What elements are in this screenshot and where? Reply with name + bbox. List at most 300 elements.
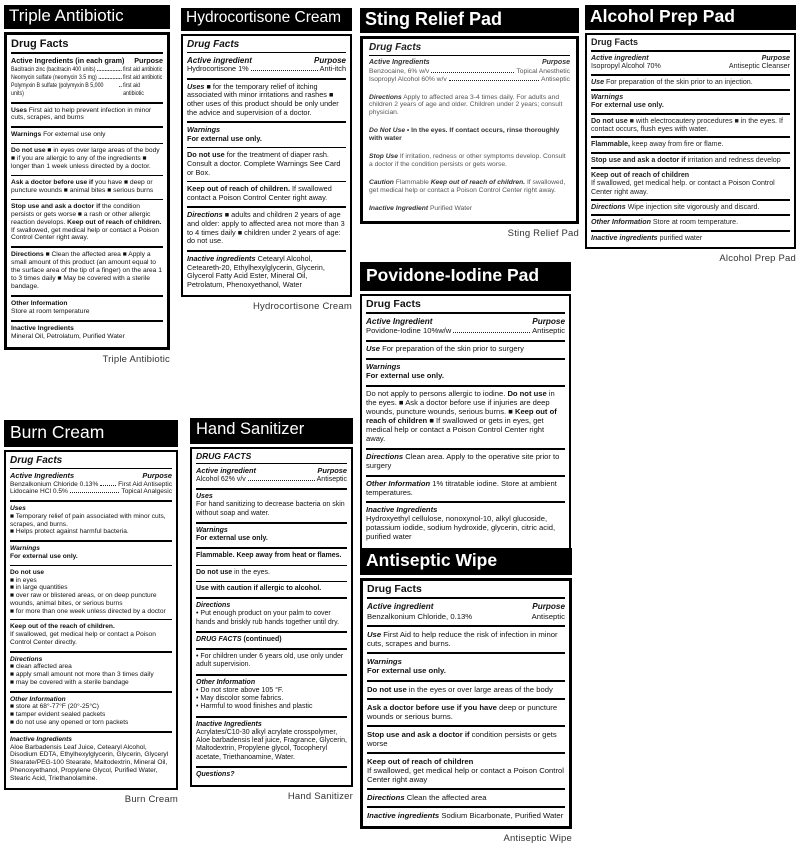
- active-name: Isopropyl Alcohol 70%: [591, 62, 661, 71]
- section-heading: Directions: [369, 93, 402, 101]
- section-text: Wipe injection site vigorously and discard.: [627, 203, 760, 212]
- section-text: in the eyes or over large areas of the body: [408, 684, 553, 694]
- active-name: Neomycin sulfate (neomycin 3.5 mg): [11, 73, 97, 81]
- section-heading: Ask a doctor before use if you have: [367, 702, 497, 712]
- active-purpose: Antiseptic Cleanser: [728, 62, 790, 71]
- active-heading: Active Ingredients: [10, 470, 75, 480]
- section-heading: Do not use: [367, 684, 407, 694]
- purpose-heading: Purpose: [532, 602, 565, 612]
- section-text: 1% titratable iodine. Store at ambient temperatures.: [366, 478, 557, 497]
- section-text: For hand sanitizing to decrease bacteria on skin without soap and water.: [196, 501, 345, 517]
- caution-section: [369, 179, 570, 199]
- continued-section: [196, 631, 347, 648]
- dotted-leader: [70, 492, 119, 493]
- active-ingredients-section: [367, 597, 565, 625]
- external-use-text: For external use only.: [591, 101, 664, 110]
- label-caption: Antiseptic Wipe: [503, 833, 572, 844]
- section-text: purified water: [659, 233, 703, 242]
- section-text: in the eyes.: [234, 568, 270, 576]
- uses-section: [196, 488, 347, 522]
- active-row: [11, 66, 162, 74]
- section-heading: Other Information: [196, 678, 256, 686]
- section-text: Acrylates/C10-30 alkyl acrylate crosspolymer, Aloe barbadensis leaf juice, Fragrance, Glycerin, Maltodextrin, Propylene glycol, Tocopheryl acetate, Triethanoamine, Water.: [196, 728, 347, 761]
- active-heading-row: [10, 472, 172, 481]
- section-text: Store at room temperature: [11, 307, 90, 315]
- warnings-detail-section: [366, 385, 565, 448]
- section-text: Apply to affected area 3-4 times daily. For adults and children 2 years of age and older. Children under 2 years; consult physician.: [369, 93, 563, 117]
- warnings-section: [10, 540, 172, 565]
- section-text: For external use only: [43, 131, 106, 139]
- inactive-ingredients-section: [10, 731, 172, 787]
- section-heading: DRUG FACTS: [196, 635, 242, 643]
- section-text: Hydroxyethyl cellulose, nonoxynol-10, alkyl glucoside, potassium iodide, sodium hydroxide, glycerin, citric acid, purified water: [366, 514, 556, 542]
- active-purpose: first aid antibiotic: [122, 73, 163, 81]
- other-item: ■ do not use any opened or torn packets: [10, 719, 129, 726]
- active-purpose: first aid antibiotic: [122, 65, 163, 73]
- dotted-leader: [98, 78, 121, 79]
- active-ingredients-section: [366, 312, 565, 340]
- directions-section: [366, 448, 565, 475]
- active-row: [366, 327, 565, 336]
- active-ingredients-section: [187, 52, 346, 78]
- other-information-section: [10, 691, 172, 731]
- section-heading: Do not use: [591, 116, 628, 125]
- external-use-text: For external use only.: [187, 133, 262, 143]
- keep-out-section: [367, 752, 565, 788]
- purpose-heading: Purpose: [142, 470, 172, 480]
- section-heading: Directions: [366, 451, 404, 461]
- section-text: Do not apply to persons allergic to iodine.: [366, 388, 506, 398]
- active-name: Benzocaine, 6% w/v: [369, 67, 430, 75]
- external-use-text: For external use only.: [367, 666, 446, 676]
- section-heading: Do not use: [11, 147, 46, 155]
- section-heading: Warnings: [366, 362, 401, 372]
- active-row: [11, 82, 162, 98]
- drug-facts-box: [190, 447, 353, 787]
- section-text: Aloe Barbadensis Leaf Juice, Cetearyl Alcohol, Disodium EDTA, Ethylhexylglycerin, Glycerin, Glyceryl Stearate/PEG-100 Stearate, Maltodextrin, Mineral Oil, Phenoxyethanol, Propylene Glycol, Purified Water, Stearic Acid, Triethanolamine.: [10, 743, 169, 782]
- active-name: Polymyxin B sulfate (polymyxin B 5,000 units): [11, 81, 104, 97]
- uses-item: ■ Temporary relief of pain associated with minor cuts, scrapes, and burns.: [10, 512, 166, 528]
- uses-section: [10, 500, 172, 540]
- label-caption: Burn Cream: [124, 794, 178, 806]
- inactive-ingredients-section: [591, 230, 790, 245]
- active-name: Isopropyl Alcohol 60% w/v: [369, 75, 447, 83]
- active-ingredients-section: [196, 463, 347, 488]
- stop-use-section: [11, 199, 163, 247]
- section-heading: Other Information: [10, 695, 66, 703]
- active-heading: Active ingredient: [591, 53, 649, 62]
- keep-out-section: [10, 619, 172, 650]
- active-purpose: Antiseptic: [541, 75, 570, 83]
- active-ingredients-section: [11, 52, 163, 101]
- section-text: ■ Clean the affected area ■ Apply a small amount of this product (an amount equal to the surface area of the tip of a finger) on the area 1 to 3 times daily ■ May be covered with a sterile bandage.: [11, 251, 162, 290]
- directions-item: ■ may be covered with a sterile bandage: [10, 678, 129, 686]
- active-heading: Active Ingredients: [369, 59, 430, 67]
- section-text: Use with caution if allergic to alcohol.: [196, 584, 322, 592]
- section-text: ■ for the temporary relief of itching associated with minor irritations and rashes ■ other uses of this product should be only under the advice and supervision of a doctor.: [187, 81, 339, 117]
- section-heading: Do Not Use: [369, 127, 406, 135]
- do-not-use-item: ■ for more than one week unless directed by a doctor: [10, 607, 166, 615]
- drug-facts-box: [360, 578, 572, 829]
- stop-use-section: [591, 152, 790, 167]
- dotted-leader: [119, 86, 121, 87]
- label-alcohol-prep-pad: [585, 5, 796, 264]
- section-text: Purified Water: [429, 204, 473, 212]
- active-row: [369, 68, 570, 76]
- section-heading: Inactive ingredients: [187, 253, 256, 263]
- caution-section: [196, 581, 347, 597]
- other-information-section: [366, 475, 565, 502]
- section-text: Mineral Oil, Petrolatum, Purified Water: [11, 332, 125, 340]
- section-heading: Inactive ingredients: [367, 811, 440, 821]
- purpose-heading: Purpose: [541, 59, 570, 67]
- directions-item: ■ apply small amount not more than 3 times daily: [10, 671, 154, 679]
- section-heading: Directions: [591, 203, 626, 212]
- section-text: If swallowed contact a Poison Control Center right away.: [187, 184, 332, 202]
- section-text: Sodium Bicarbonate, Purified Water: [441, 811, 564, 821]
- section-text: Flammable. Keep away from heat or flames.: [196, 552, 342, 560]
- section-text: in the eyes. ■ Ask a doctor before use if injuries are deep wounds, puncture wounds, serious burns. ■: [366, 388, 555, 416]
- active-heading: Active ingredient: [196, 466, 256, 476]
- section-heading: Keep out of reach of children: [591, 171, 690, 180]
- section-text: If irritation, redness or other symptoms develop. Consult a doctor if the condition persists or gets worse.: [369, 153, 566, 168]
- other-information-section: [591, 214, 790, 229]
- section-text: • For children under 6 years old, use only under adult supervision.: [196, 653, 344, 669]
- label-caption: Triple Antibiotic: [102, 353, 170, 365]
- active-row: [10, 481, 172, 489]
- dotted-leader: [97, 70, 121, 71]
- purpose-heading: Purpose: [134, 56, 163, 66]
- section-heading: Inactive ingredients: [591, 233, 658, 242]
- active-name: Benzalkonium Chloride, 0.13%: [367, 612, 473, 622]
- drug-facts-heading: Drug Facts: [367, 582, 422, 595]
- section-text: Cetearyl Alcohol, Ceteareth-20, Ethylhexylglycerin, Glycerin, Glycerol Fatty Acid Ester, Mineral Oil, Petrolatum, Phenoxyethanol, Water: [187, 253, 325, 289]
- section-heading: Warnings: [367, 657, 402, 667]
- drug-facts-heading: Drug Facts: [591, 36, 639, 47]
- other-item: • Do not store above 105 °F.: [196, 686, 284, 694]
- section-heading: Warnings: [196, 526, 228, 534]
- do-not-use-section: [591, 113, 790, 137]
- active-purpose: first aid antibiotic: [123, 81, 144, 97]
- purpose-heading: Purpose: [532, 317, 565, 327]
- dotted-leader: [449, 80, 539, 81]
- active-name: Benzalkonium Chloride 0.13%: [10, 480, 99, 488]
- drug-facts-box: [4, 32, 170, 349]
- purpose-heading: Purpose: [761, 53, 790, 62]
- section-text: for the treatment of diaper rash. Consult a doctor. Complete Warnings See Card or Box.: [187, 150, 341, 177]
- section-heading: Warnings: [10, 545, 40, 553]
- section-heading: Uses: [10, 505, 26, 513]
- dotted-leader: [431, 72, 514, 73]
- section-text: Clean the affected area: [406, 793, 487, 803]
- label-hand-sanitizer: [190, 418, 353, 802]
- label-burn-cream: [4, 420, 178, 805]
- drug-facts-box: [181, 34, 352, 298]
- section-heading: Ask a doctor before use if: [11, 179, 94, 186]
- inactive-ingredients-section: [11, 320, 163, 345]
- section-heading: Keep out of reach of children: [367, 756, 474, 766]
- active-purpose: Antiseptic: [532, 326, 565, 336]
- drug-facts-heading: Drug Facts: [369, 42, 422, 54]
- dotted-leader: [248, 480, 315, 481]
- stop-use-section: [367, 725, 565, 752]
- section-heading: Inactive Ingredients: [366, 505, 438, 515]
- section-heading: Use: [367, 630, 382, 640]
- section-heading: Keep out of the reach of children.: [10, 623, 115, 631]
- section-text: First aid to help prevent infection in minor cuts, scrapes, and burns: [11, 106, 152, 122]
- section-heading: Uses: [196, 493, 213, 501]
- label-title: Sting Relief Pad: [360, 8, 579, 33]
- active-heading: Active Ingredients (in each gram): [11, 56, 125, 66]
- section-heading: Flammable,: [591, 140, 631, 149]
- section-heading: Directions: [367, 793, 405, 803]
- purpose-heading: Purpose: [313, 55, 346, 65]
- do-not-use-section: [187, 147, 346, 181]
- active-purpose: Anti-itch: [319, 64, 346, 74]
- dotted-leader: [453, 332, 530, 333]
- keep-out-heading: Keep out of reach of children.: [430, 178, 526, 186]
- uses-item: ■ Helps protect against harmful bacteria.: [10, 528, 129, 536]
- section-heading: Directions: [187, 210, 223, 220]
- section-heading: Uses: [11, 106, 27, 114]
- section-heading: Other Information: [11, 299, 68, 307]
- section-text: condition persists or gets worse: [367, 729, 557, 748]
- active-row: [367, 612, 565, 621]
- label-povidone-iodine-pad: [360, 262, 571, 565]
- active-heading: Active Ingredient: [366, 317, 433, 327]
- drug-facts-heading: Drug Facts: [187, 38, 240, 50]
- label-title: Burn Cream: [4, 420, 178, 447]
- active-rows: [11, 66, 162, 98]
- section-text: For preparation of the skin prior to surgery: [382, 344, 524, 354]
- other-item: • Harmful to wood finishes and plastic: [196, 703, 313, 711]
- section-text: If swallowed, get medical help or contact a Poison Control Center right away.: [369, 178, 566, 194]
- other-item: ■ tamper evident sealed packets: [10, 711, 106, 719]
- label-title: Povidone-Iodine Pad: [360, 262, 571, 291]
- inactive-ingredients-section: [187, 250, 346, 293]
- section-heading: Warnings: [187, 125, 221, 135]
- inactive-ingredients-section: [366, 501, 565, 546]
- section-heading: Do not use: [10, 568, 45, 576]
- uses-section: [11, 102, 163, 127]
- active-row: [196, 476, 347, 484]
- section-heading: Do not use: [187, 150, 225, 160]
- section-text: the condition persists or gets worse ■ a rash or other allergic reaction develops.: [11, 202, 151, 226]
- label-caption: Hydrocortisone Cream: [252, 301, 352, 313]
- directions-section: [196, 597, 347, 631]
- section-heading: Do not use: [196, 568, 233, 576]
- other-item: • May discolor some fabrics.: [196, 695, 284, 703]
- active-row: [591, 62, 790, 70]
- section-text: Store at room temperature.: [652, 218, 739, 227]
- drug-facts-heading: DRUG FACTS: [196, 450, 252, 461]
- drug-facts-box: [4, 450, 178, 790]
- do-not-use-section: [10, 565, 172, 620]
- section-text: keep away from fire or flame.: [632, 140, 724, 149]
- section-text: If swallowed, get medical help or contact a Poison Control Center right away: [367, 765, 564, 785]
- section-text: ■ adults and children 2 years of age and older: apply to affected area not more than 3 to 4 times daily ■ children under 2 years of age: do not use.: [187, 210, 345, 246]
- label-caption: Alcohol Prep Pad: [719, 253, 796, 265]
- section-text: ■ in eyes over large areas of the body ■ if you are allergic to any of the ingredients ■ longer than 1 week unless directed by a doctor.: [11, 147, 160, 171]
- warnings-section: [591, 89, 790, 113]
- children-note-section: [196, 648, 347, 674]
- directions-section: [367, 788, 565, 806]
- directions-item: ■ clean affected area: [10, 663, 72, 671]
- inactive-ingredients-section: [369, 205, 570, 217]
- continued-suffix: (continued): [243, 635, 282, 643]
- warnings-section: [367, 652, 565, 679]
- active-heading-row: [367, 602, 565, 612]
- warnings-section: [187, 121, 346, 147]
- dotted-leader: [100, 485, 116, 486]
- inactive-ingredients-section: [196, 716, 347, 766]
- section-heading: Inactive Ingredients: [11, 324, 74, 332]
- section-heading: Directions: [11, 251, 44, 259]
- section-text: For preparation of the skin prior to an injection.: [606, 77, 753, 86]
- directions-section: [591, 199, 790, 214]
- keep-out-heading: Keep out of reach of children.: [67, 218, 162, 226]
- use-section: [591, 74, 790, 89]
- active-ingredients-section: [591, 50, 790, 74]
- drug-facts-box: [360, 36, 579, 223]
- section-heading: Inactive Ingredients: [196, 720, 262, 728]
- drug-facts-heading: Drug Facts: [10, 454, 63, 466]
- label-sting-relief-pad: [360, 8, 579, 239]
- section-text: First Aid to help reduce the risk of infection in minor cuts, scrapes and burns.: [367, 630, 558, 649]
- drug-facts-box: [360, 294, 571, 550]
- section-heading: Questions?: [196, 770, 235, 778]
- do-not-use-heading: Do not use: [507, 388, 547, 398]
- active-purpose: Antiseptic: [316, 475, 347, 483]
- directions-section: [10, 651, 172, 691]
- active-name: Bacitracin zinc (bacitracin 400 units): [11, 65, 96, 73]
- label-hydrocortisone-cream: [181, 8, 352, 312]
- section-heading: Directions: [196, 602, 231, 610]
- label-title: Antiseptic Wipe: [360, 548, 572, 575]
- label-triple-antibiotic: [4, 5, 170, 365]
- section-heading: Stop use and ask a doctor if: [591, 155, 686, 164]
- directions-section: [187, 206, 346, 249]
- active-row: [10, 488, 172, 496]
- drug-facts-box: [585, 33, 796, 249]
- section-text: Clean area. Apply to the operative site prior to surgery: [366, 451, 560, 470]
- active-ingredients-section: [10, 468, 172, 500]
- active-heading: Active ingredient: [367, 602, 434, 612]
- external-use-text: For external use only.: [10, 552, 78, 560]
- use-section: [366, 340, 565, 358]
- warnings-section: [366, 358, 565, 385]
- active-heading: Active ingredient: [187, 55, 252, 65]
- do-not-use-item: ■ over raw or blistered areas, or on deep puncture wounds, animal bites, or serious burns: [10, 592, 157, 607]
- active-name: Alcohol 62% v/v: [196, 475, 246, 483]
- active-row: [11, 74, 162, 82]
- active-heading-row: [11, 57, 163, 65]
- do-not-use-section: [11, 143, 163, 175]
- active-purpose: First Aid Antiseptic: [118, 480, 172, 488]
- label-caption: Sting Relief Pad: [507, 227, 579, 239]
- flammable-section: [196, 547, 347, 564]
- section-heading: Use: [366, 344, 380, 354]
- drug-facts-heading: Drug Facts: [11, 38, 69, 51]
- section-heading: Uses: [187, 81, 205, 91]
- label-title: Triple Antibiotic: [4, 5, 170, 29]
- section-text: Flammable: [395, 178, 429, 186]
- active-ingredients-section: [369, 55, 570, 87]
- keep-out-section: [591, 167, 790, 199]
- keep-out-section: [187, 181, 346, 206]
- section-heading: Inactive Ingredient: [369, 204, 429, 212]
- external-use-text: For external use only.: [196, 535, 268, 543]
- section-heading: Warnings: [11, 131, 42, 139]
- active-name: Povidone-Iodine 10%w/w: [366, 326, 452, 336]
- flammable-section: [591, 136, 790, 151]
- warnings-section: [196, 522, 347, 548]
- section-heading: Other Information: [366, 478, 431, 488]
- label-title: Hydrocortisone Cream: [181, 8, 352, 31]
- warnings-section: [11, 126, 163, 143]
- do-not-use-section: [369, 127, 570, 147]
- section-heading: Caution: [369, 178, 394, 186]
- active-purpose: Topical Analgesic: [121, 488, 172, 496]
- section-heading: Inactive Ingredients: [10, 735, 72, 743]
- section-text: • Put enough product on your palm to cover hands and briskly rub hands together until dry.: [196, 610, 340, 626]
- drug-facts-heading: Drug Facts: [366, 297, 421, 310]
- active-name: Hydrocortisone 1%: [187, 64, 249, 74]
- purpose-heading: Purpose: [317, 466, 347, 476]
- active-heading-row: [369, 59, 570, 67]
- other-item: ■ store at 68°-77°F (20°-25°C): [10, 703, 99, 711]
- section-heading: Warnings: [591, 92, 624, 101]
- section-text: deep or puncture wounds or serious burns.: [367, 702, 558, 721]
- active-row: [369, 76, 570, 84]
- inactive-ingredients-section: [367, 806, 565, 824]
- label-caption: Hand Sanitizer: [287, 791, 353, 803]
- use-section: [367, 625, 565, 652]
- section-text: irritation and redness develop: [687, 155, 781, 164]
- label-title: Hand Sanitizer: [190, 418, 353, 444]
- section-heading: Stop use and ask a doctor if: [367, 729, 470, 739]
- do-not-use-section: [196, 565, 347, 581]
- section-text: If swallowed, get medical help or contact a Poison Control Center directly.: [10, 631, 156, 646]
- directions-section: [11, 246, 163, 295]
- section-text: ■ If swallowed or gets in eyes, get medical help or contact a Poison Control Center right away.: [366, 415, 545, 443]
- section-heading: Use: [591, 77, 605, 86]
- section-text: ■ with electrocautery procedures ■ in the eyes. If contact occurs, flush eyes with water.: [591, 116, 783, 133]
- other-information-section: [196, 674, 347, 716]
- active-name: Lidocaine HCl 0.5%: [10, 488, 68, 496]
- keep-out-heading: Keep out of reach of children: [366, 406, 557, 425]
- do-not-use-section: [367, 680, 565, 698]
- section-heading: Keep out of reach of children.: [187, 184, 290, 194]
- section-text: • In the eyes. If contact occurs, rinse thoroughly with water: [369, 127, 560, 143]
- do-not-use-item: ■ in eyes: [10, 576, 37, 584]
- section-heading: Other Information: [591, 218, 651, 227]
- active-heading-row: [591, 54, 790, 62]
- other-information-section: [11, 295, 163, 320]
- section-text: If swallowed, get medical help or contact a Poison Control Center right away.: [11, 226, 159, 242]
- section-heading: Directions: [10, 655, 43, 663]
- stop-use-section: [369, 153, 570, 173]
- active-row: [187, 65, 346, 74]
- questions-section: [196, 766, 347, 783]
- active-purpose: Antiseptic: [531, 612, 565, 622]
- do-not-use-item: ■ in large quantities: [10, 584, 68, 592]
- uses-section: [187, 78, 346, 121]
- label-title: Alcohol Prep Pad: [585, 5, 796, 30]
- directions-section: [369, 94, 570, 122]
- section-text: If swallowed, get medical help. or contact a Poison Control Center right away.: [591, 179, 775, 196]
- section-text: you have ■ deep or puncture wounds ■ animal bites ■ serious burns: [11, 179, 154, 194]
